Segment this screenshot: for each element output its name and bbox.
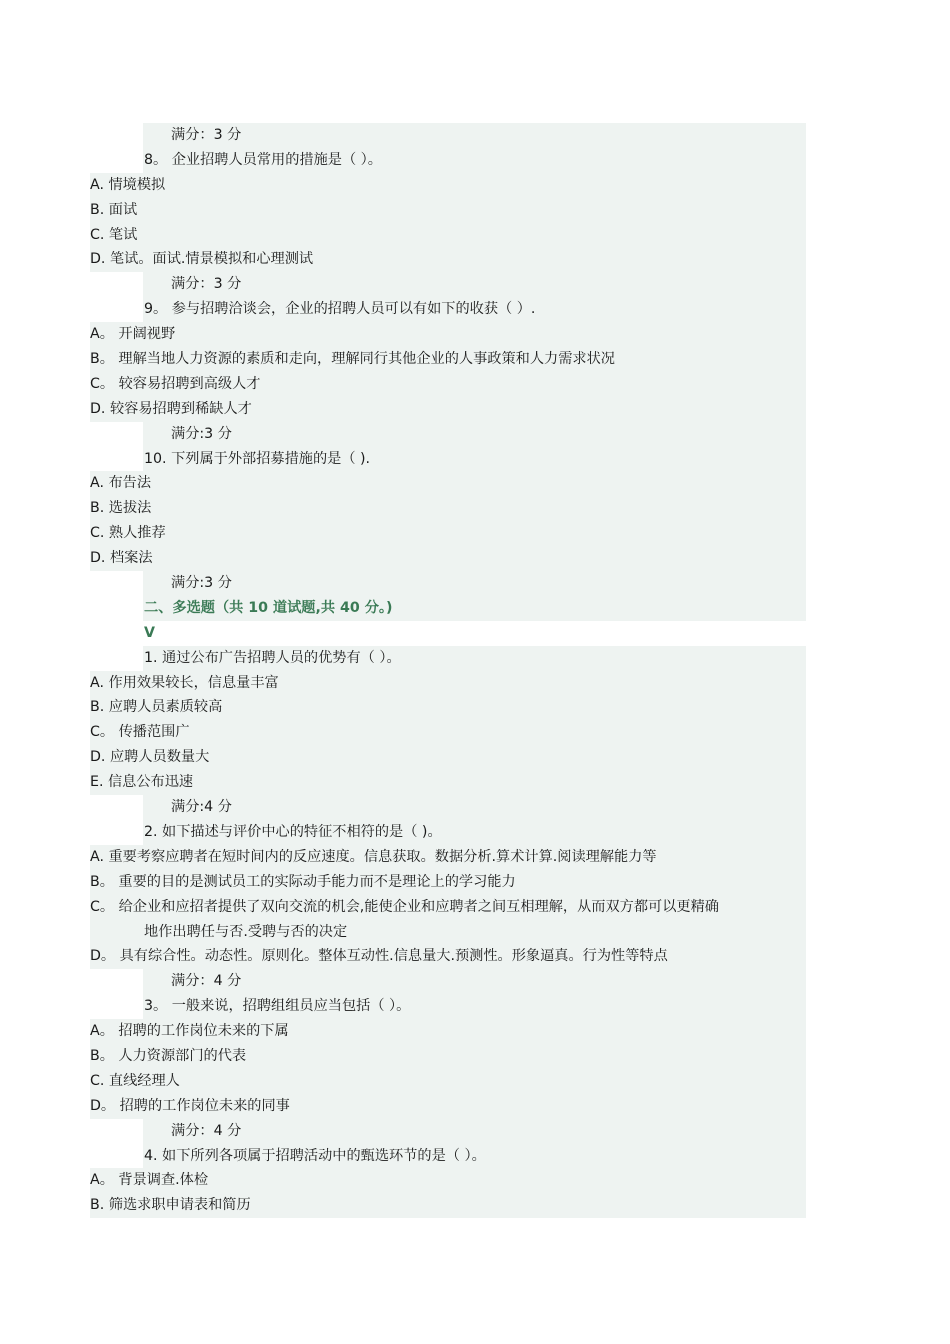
document-page xyxy=(0,123,950,1218)
line-text: 满分:3 分 xyxy=(171,575,232,592)
line-text: C. 熟人推荐 xyxy=(90,525,166,542)
text-line xyxy=(143,123,806,148)
text-line xyxy=(90,173,806,198)
text-line xyxy=(90,770,806,795)
line-text: 满分:3 分 xyxy=(171,425,232,442)
line-text: C。 传播范围广 xyxy=(90,724,190,741)
line-text: D. 较容易招聘到稀缺人才 xyxy=(90,400,252,417)
line-text: 3。 一般来说，招聘组组员应当包括（ ）。 xyxy=(144,998,411,1015)
text-line xyxy=(90,372,806,397)
line-text: 满分：4 分 xyxy=(171,973,242,990)
section-heading: V xyxy=(144,624,155,641)
text-line xyxy=(143,422,806,447)
text-line xyxy=(90,471,806,496)
line-text: 10. 下列属于外部招募措施的是（ ). xyxy=(144,450,371,467)
line-text: A. 重要考察应聘者在短时间内的反应速度。信息获取。数据分析.算术计算.阅读理解能力等 xyxy=(90,848,657,865)
line-text: A。 背景调查.体检 xyxy=(90,1172,209,1189)
line-text: B。 理解当地人力资源的素质和走向，理解同行其他企业的人事政策和人力需求状况 xyxy=(90,351,615,368)
text-line xyxy=(143,1144,806,1169)
text-line xyxy=(90,720,806,745)
text-line xyxy=(90,1044,806,1069)
text-line xyxy=(143,297,806,322)
text-line xyxy=(90,347,806,372)
text-line xyxy=(90,1168,806,1193)
line-text: 地作出聘任与否.受聘与否的决定 xyxy=(144,923,348,940)
text-line xyxy=(143,994,806,1019)
text-line xyxy=(90,397,806,422)
line-text: 满分:4 分 xyxy=(171,799,232,816)
text-line xyxy=(90,1019,806,1044)
line-text: A。 招聘的工作岗位未来的下属 xyxy=(90,1023,289,1040)
text-line xyxy=(143,596,806,621)
line-text: 1. 通过公布广告招聘人员的优势有（ ）。 xyxy=(144,649,401,666)
text-line xyxy=(143,272,806,297)
line-text: C. 笔试 xyxy=(90,226,138,243)
line-text: A. 作用效果较长，信息量丰富 xyxy=(90,674,279,691)
line-text: D. 笔试。面试.情景模拟和心理测试 xyxy=(90,251,314,268)
line-text: B. 选拔法 xyxy=(90,500,152,517)
line-text: 满分：3 分 xyxy=(171,127,242,143)
line-text: 满分：3 分 xyxy=(171,276,242,293)
text-line xyxy=(90,671,806,696)
text-line xyxy=(143,969,806,994)
text-line xyxy=(143,447,806,472)
text-line xyxy=(143,571,806,596)
text-line xyxy=(90,1094,806,1119)
line-text: D。 招聘的工作岗位未来的同事 xyxy=(90,1097,290,1114)
line-text: B。 人力资源部门的代表 xyxy=(90,1047,247,1064)
line-text: C. 直线经理人 xyxy=(90,1072,180,1089)
line-text: B. 面试 xyxy=(90,201,138,218)
line-text: 4. 如下所列各项属于招聘活动中的甄选环节的是（ ）。 xyxy=(144,1147,486,1164)
line-text: B。 重要的目的是测试员工的实际动手能力而不是理论上的学习能力 xyxy=(90,873,516,890)
line-text: D。 具有综合性。动态性。原则化。整体互动性.信息量大.预测性。形象逼真。行为性等特点 xyxy=(90,948,668,965)
text-line xyxy=(90,895,806,920)
line-text: C。 较容易招聘到高级人才 xyxy=(90,375,261,392)
text-line xyxy=(143,646,806,671)
text-line xyxy=(90,944,806,969)
text-line xyxy=(90,621,806,646)
line-text: 8。 企业招聘人员常用的措施是（ ）。 xyxy=(144,151,382,168)
text-line xyxy=(90,223,806,248)
text-line xyxy=(90,920,806,945)
text-line xyxy=(90,745,806,770)
line-text: A. 布告法 xyxy=(90,475,152,492)
line-text: B. 筛选求职申请表和简历 xyxy=(90,1197,251,1214)
text-line xyxy=(143,148,806,173)
text-line xyxy=(90,322,806,347)
section-heading: 二、多选题（共 10 道试题,共 40 分。) xyxy=(144,599,393,616)
text-line xyxy=(90,521,806,546)
text-line xyxy=(90,845,806,870)
line-text: C。 给企业和应招者提供了双向交流的机会,能使企业和应聘者之间互相理解，从而双方都可以更精确 xyxy=(90,898,719,915)
line-text: 2. 如下描述与评价中心的特征不相符的是（ )。 xyxy=(144,823,442,840)
text-line xyxy=(90,247,806,272)
text-line xyxy=(90,1069,806,1094)
text-line xyxy=(143,795,806,820)
line-text: A。 开阔视野 xyxy=(90,326,176,343)
line-text: 满分：4 分 xyxy=(171,1122,242,1139)
text-line xyxy=(90,198,806,223)
line-text: B. 应聘人员素质较高 xyxy=(90,699,223,716)
text-line xyxy=(90,695,806,720)
line-text: E. 信息公布迅速 xyxy=(90,774,194,791)
line-text: D. 应聘人员数量大 xyxy=(90,749,210,766)
text-line xyxy=(143,1119,806,1144)
text-line xyxy=(90,546,806,571)
line-text: 9。 参与招聘洽谈会，企业的招聘人员可以有如下的收获（ ）. xyxy=(144,301,536,318)
text-line xyxy=(143,820,806,845)
text-line xyxy=(90,870,806,895)
text-line xyxy=(90,496,806,521)
line-text: D. 档案法 xyxy=(90,550,153,567)
text-line xyxy=(90,1193,806,1218)
line-text: A. 情境模拟 xyxy=(90,176,166,193)
